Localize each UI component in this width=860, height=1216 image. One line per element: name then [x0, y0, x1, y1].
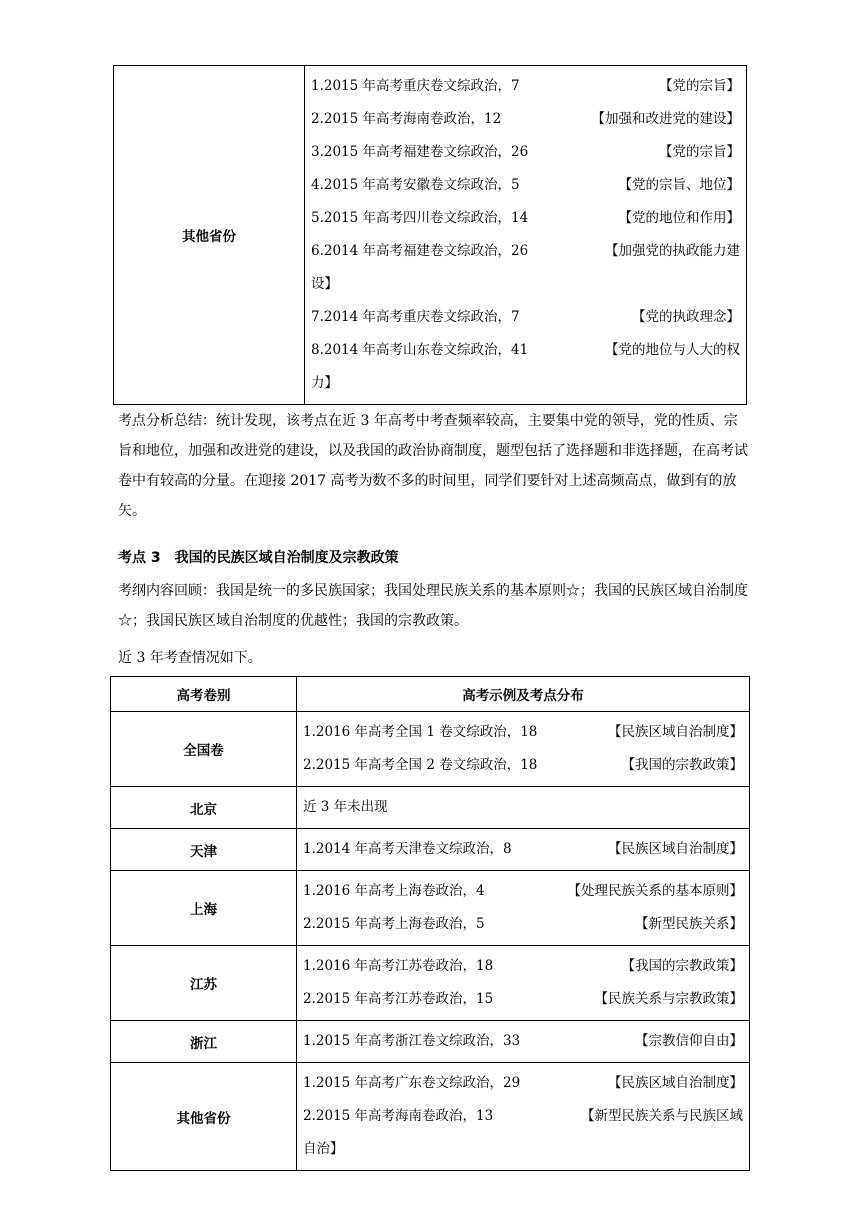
exam-source: 4.2015 年高考安徽卷文综政治，5	[311, 177, 520, 193]
topic-tag: 【宗教信仰自由】	[635, 1033, 743, 1049]
table-row	[111, 829, 750, 871]
list-item	[303, 908, 743, 941]
list-item	[311, 301, 740, 334]
exam-source: 2.2015 年高考全国 2 卷文综政治，18	[303, 757, 538, 773]
topic-tag: 【党的宗旨】	[659, 78, 740, 94]
region-cell: 上海	[111, 871, 297, 946]
exam-items-cell	[297, 1021, 750, 1063]
table-row	[111, 712, 750, 787]
analysis-summary: 考点分析总结：统计发现，该考点在近 3 年高考中考查频率较高，主要集中党的领导，党的性质、宗旨和地位，加强和改进党的建设，以及我国的政治协商制度，题型包括了选择题和非选择题，在高考试卷中有较高的分量。在迎接 2017 高考为数不多的时间里，同学们要针对上述高频高点，做到有的放矢。	[118, 413, 748, 519]
exam-source: 近 3 年未出现	[303, 799, 388, 815]
exam-source: 2.2015 年高考海南卷政治，13	[303, 1108, 494, 1124]
topic-tag: 【党的宗旨、地位】	[618, 177, 740, 193]
exam-source: 7.2014 年高考重庆卷文综政治，7	[311, 309, 520, 325]
topic-tag: 【新型民族关系】	[635, 916, 743, 932]
exam-items-cell	[297, 1063, 750, 1171]
exam-items-cell	[297, 829, 750, 871]
topic-tag: 【党的地位与人大的权	[605, 342, 740, 358]
topic-tag: 【党的地位和作用】	[618, 210, 740, 226]
exam-source: 2.2015 年高考江苏卷政治，15	[303, 991, 494, 1007]
list-item	[303, 833, 743, 866]
list-item	[303, 1100, 743, 1133]
exam-source: 1.2015 年高考重庆卷文综政治，7	[311, 78, 520, 94]
list-item	[303, 716, 743, 749]
exam-source: 1.2015 年高考浙江卷文综政治，33	[303, 1033, 521, 1049]
topic-tag: 【加强党的执政能力建	[605, 243, 740, 259]
list-item	[303, 1067, 743, 1100]
topic-tag: 【我国的宗教政策】	[621, 757, 743, 773]
intro-line: 近 3 年考查情况如下。	[118, 650, 262, 666]
list-item	[311, 235, 740, 268]
topic-tag-continuation: 自治】	[303, 1141, 344, 1157]
topic-tag: 【我国的宗教政策】	[621, 958, 743, 974]
topic-tag: 【党的执政理念】	[632, 309, 740, 325]
region-cell: 全国卷	[111, 712, 297, 787]
exam-items-cell	[297, 871, 750, 946]
list-item	[303, 749, 743, 782]
exam-distribution-table	[110, 676, 750, 1171]
exam-items-cell	[297, 712, 750, 787]
list-item	[311, 103, 740, 136]
exam-source: 2.2015 年高考上海卷政治，5	[303, 916, 485, 932]
list-item	[311, 70, 740, 103]
region-cell: 天津	[111, 829, 297, 871]
other-provinces-table	[113, 65, 747, 405]
table-row	[111, 1063, 750, 1171]
list-item	[303, 983, 743, 1016]
exam-source: 3.2015 年高考福建卷文综政治，26	[311, 144, 529, 160]
syllabus-outline: 考纲内容回顾：我国是统一的多民族国家；我国处理民族关系的基本原则☆；我国的民族区域自治制度☆；我国民族区域自治制度的优越性；我国的宗教政策。	[118, 583, 748, 629]
exam-items-cell	[297, 787, 750, 829]
section-heading: 考点 3 我国的民族区域自治制度及宗教政策	[118, 550, 399, 566]
list-item	[311, 169, 740, 202]
region-cell: 其他省份	[114, 66, 305, 405]
region-cell: 北京	[111, 787, 297, 829]
exam-source: 1.2016 年高考上海卷政治，4	[303, 883, 485, 899]
exam-source: 1.2015 年高考广东卷文综政治，29	[303, 1075, 521, 1091]
topic-tag: 【民族区域自治制度】	[608, 1075, 743, 1091]
region-cell: 江苏	[111, 946, 297, 1021]
exam-source: 5.2015 年高考四川卷文综政治，14	[311, 210, 529, 226]
table-row	[111, 946, 750, 1021]
exam-source: 1.2014 年高考天津卷文综政治，8	[303, 841, 512, 857]
exam-items-cell	[305, 66, 747, 405]
table-row	[114, 66, 747, 405]
column-header-exam-type: 高考卷别	[111, 677, 297, 712]
region-cell: 其他省份	[111, 1063, 297, 1171]
list-item	[311, 334, 740, 367]
exam-source: 1.2016 年高考全国 1 卷文综政治，18	[303, 724, 538, 740]
topic-tag: 【民族区域自治制度】	[608, 724, 743, 740]
exam-source: 2.2015 年高考海南卷政治，12	[311, 111, 502, 127]
list-item	[303, 1025, 743, 1058]
topic-tag-continuation: 设】	[311, 276, 338, 292]
topic-tag: 【民族关系与宗教政策】	[594, 991, 743, 1007]
list-item	[303, 875, 743, 908]
table-header-row	[111, 677, 750, 712]
topic-tag: 【党的宗旨】	[659, 144, 740, 160]
exam-source: 6.2014 年高考福建卷文综政治，26	[311, 243, 529, 259]
topic-tag: 【民族区域自治制度】	[608, 841, 743, 857]
exam-source: 8.2014 年高考山东卷文综政治，41	[311, 342, 529, 358]
list-item	[303, 791, 743, 824]
region-cell: 浙江	[111, 1021, 297, 1063]
list-item	[303, 950, 743, 983]
column-header-examples: 高考示例及考点分布	[297, 677, 750, 712]
list-item	[311, 136, 740, 169]
list-item	[311, 202, 740, 235]
table-row	[111, 871, 750, 946]
topic-tag: 【新型民族关系与民族区域	[581, 1108, 743, 1124]
table-row	[111, 1021, 750, 1063]
topic-tag: 【加强和改进党的建设】	[591, 111, 740, 127]
topic-tag: 【处理民族关系的基本原则】	[567, 883, 743, 899]
table-row	[111, 787, 750, 829]
exam-items-cell	[297, 946, 750, 1021]
topic-tag-continuation: 力】	[311, 375, 338, 391]
exam-source: 1.2016 年高考江苏卷政治，18	[303, 958, 494, 974]
